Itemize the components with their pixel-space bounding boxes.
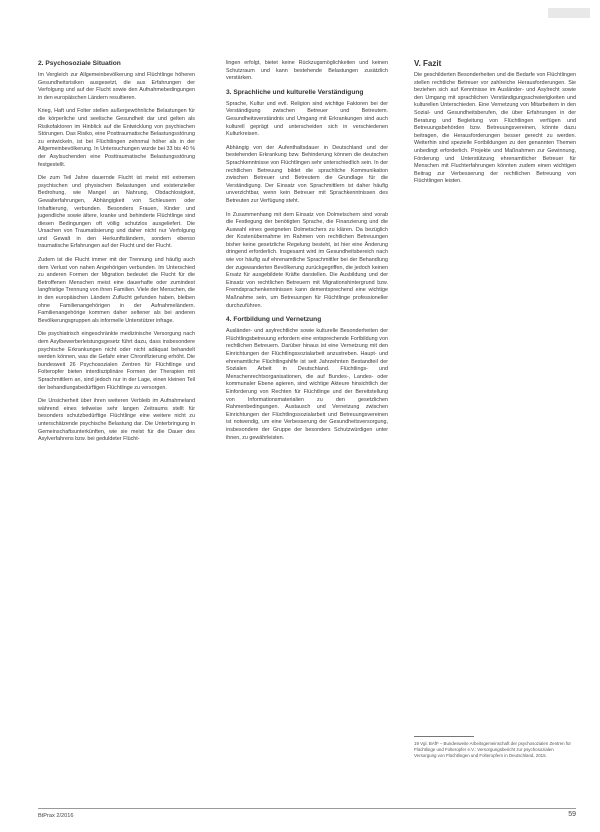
paragraph: Die geschilderten Besonderheiten und die Bedarfe von Flüchtlingen stellen rechtliche Betreuer vor zahlreiche Herausforderungen. Sie beziehen sich auf Kenntnisse im Ausländer- und Asylrecht sowie den Umgang mit sprachlichen Verständigungsschwierigkeiten und kulturellen Unterschieden. Eine Vernetzung von Mitarbeitern in den Sozial- und Gesundheitsberufen, die über Erfahrungen in der Beratung und Begleitung von Flüchtlingen verfügen und Betreuungsbehörden bzw. Betreuungsvereinen, könnte dazu beitragen, die Herausforderungen besser gerecht zu werden. Weiterhin sind spezielle Fortbildungen zu den genannten Themen unbedingt erforderlich. Projekte und Maßnahmen zur Gewinnung, Förderung und Unterstützung ehrenamtlicher Betreuer für Menschen mit Fluchterfahrungen könnten zudem einen wichtigen Beitrag zur Verbesserung der rechtlichen Betreuung von Flüchtlingen leisten. <box>414 72 576 185</box>
column-3 <box>414 60 576 192</box>
paragraph: Die zum Teil Jahre dauernde Flucht ist meist mit extremen psychischen und physischen Belastungen und existenzieller Bedrohung, wie Mangel an Nahrung, Obdachlosigkeit, Gewalterfahrungen, Abhängigkeit von Schleusern oder Inhaftierung, verbunden. Besonders Frauen, Kinder und jugendliche sowie ältere, kranke und behinderte Flüchtlinge sind diesen Bedingungen oft völlig schutzlos ausgeliefert. Die Ursachen von Traumatisierung und daher nicht nur Verfolgung und Gewalt in den Herkunftsländern, sondern ebenso traumatische Erfahrungen auf der Flucht und der Flucht. <box>38 175 195 250</box>
paragraph: Sprache, Kultur und evtl. Religion sind wichtige Faktoren bei der Verständigung zwischen Betreuer und Betreutem. Gesundheitsverständnis und Umgang mit Erkrankungen sind auch kulturell geprägt und unterscheiden sich in verschiedenen Kulturkreisen. <box>226 100 388 138</box>
journal-issue: BtPrax 2/2016 <box>38 813 74 819</box>
page-number: 59 <box>568 811 576 818</box>
footnote: 19 Vgl. BAfF – Bundesweite Arbeitsgemeinschaft der psychosozialen Zentren für Flüchtlinge und Folteropfer e.V.: Versorgungsbericht zur psychosozialen Versorgung von Flüchtlingen und Folteropfern in Deutschland, 2015. <box>414 741 571 758</box>
paragraph: Zudem ist die Flucht immer mit der Trennung und häufig auch dem Verlust von nahen Angehörigen verbunden. Im Unterschied zu anderen Formen der Migration bedeutet die Flucht für die Betroffenen Menschen meist eine dauerhafte oder zumindest langfristige Trennung von ihren Familien. Viele der Menschen, die in den europäischen Ländern Zuflucht gefunden haben, bleiben ohne Familienangehörigen in der Aufnahmeländern. Familienangehörige kommen daher seltener als bei anderen Bevölkerungsgruppen als informelle Unterstützer infrage. <box>38 257 195 324</box>
paragraph: Im Vergleich zur Allgemeinbevölkerung sind Flüchtlinge höheren Gesundheitsrisiken ausgesetzt, die aus Erfahrungen der Verfolgung und auf der Flucht sowie den Aufnahmebedingungen in den europäischen Ländern resultieren. <box>38 72 195 101</box>
column-1 <box>38 60 195 450</box>
section-heading-fazit: V. Fazit <box>414 59 442 68</box>
section-heading-4: 4. Fortbildung und Vernetzung <box>226 316 322 324</box>
paragraph: Ausländer- und asylrechtliche sowie kulturelle Besonderheiten der Flüchtlingsbetreuung erfordern eine entsprechende Fortbildung von rechtlichen Betreuern. Darüber hinaus ist eine Vernetzung mit den Einrichtungen der Flüchtlingssozialarbeit anzustreben. Haupt- und ehrenamtliche Flüchtlingshilfe ist seit Jahrzehnten Bestandteil der Sozialen Arbeit in Deutschland. Flüchtlings- und Menschenrechtsorganisationen, die auf Bundes-, Landes- oder kommunaler Ebene agieren, sind wichtige Akteure hinsichtlich der Einforderung von Rechten für Flüchtlinge und der Bereitstellung von Informationsmaterialien zu den gesetzlichen Rahmenbedingungen. Austausch und Vernetzung zwischen Einrichtungen der Flüchtlingssozialarbeit und Betreuungsvereinen ist notwendig, um eine Verbesserung der Gesundheitsversorgung, insbesondere der Gruppe der besonders Schutzwürdigen unter ihnen, zu gewährleisten. <box>226 328 388 441</box>
section-heading-3: 3. Sprachliche und kulturelle Verständigung <box>226 88 364 96</box>
paragraph: Die psychiatrisch eingeschränkte medizinische Versorgung nach dem Asylbewerberleistungsgesetz führt dazu, dass insbesondere psychische Erkrankungen nicht oder nicht adäquat behandelt werden können, was die Gefahr einer Chronifizierung erhöht. Die bundesweit 26 Psychosozialen Zentren für Flüchtlinge und Folteropfer bieten interdisziplinäre Formen der Therapien mit Sprachmittlern an, sind jedoch nur in der Lage, einen kleinen Teil der behandlungsbedürftigen Flüchtlinge zu versorgen. <box>38 331 195 391</box>
footer-divider <box>38 808 576 809</box>
column-2 <box>226 60 388 448</box>
section-heading-2: 2. Psychosoziale Situation <box>38 60 121 67</box>
paragraph: Die Unsicherheit über ihren weiteren Verbleib im Aufnahmeland während eines teilweise sehr langen Zeitraums stellt für besonders schutzbedürftige Flüchtlinge eine weitere nicht zu unterschätzende psychische Belastung dar. Die Unterbringung in Gemeinschaftsunterkünften, wie sie meist für die Dauer des Asylverfahrens bzw. bei geduldeter Flücht- <box>38 398 195 443</box>
paragraph: Krieg, Haft und Folter stellen außergewöhnliche Belastungen für die körperliche und seelische Gesundheit dar und gelten als Risikofaktoren im Hinblick auf die Entwicklung von psychischen Störungen. Das Risiko, eine Posttraumatische Belastungsstörung zu entwickeln, ist bei Flüchtlingen zehnmal höher als in der Allgemeinbevölkerung. In Untersuchungen wurde bei 33 bis 40 % der Asylsuchenden eine Posttraumatische Belastungsstörung festgestellt. <box>38 108 195 168</box>
paragraph: Abhängig von der Aufenthaltsdauer in Deutschland und der bestehenden Erkrankung bzw. Behinderung können die deutschen Sprachkenntnisse von Flüchtlingen sehr unterschiedlich sein. In der rechtlichen Betreuung bildet die sprachliche Kommunikation zwischen Betreuer und Betreutem die Grundlage für die Verständigung. Der Einsatz von Sprachmittlern ist daher häufig unverzichtbar, wenn kein Betreuer mit Sprachkenntnissen des Betreuten zur Verfügung steht. <box>226 144 388 204</box>
header-tag <box>548 8 590 18</box>
paragraph: In Zusammenhang mit dem Einsatz von Dolmetschern sind vorab die Festlegung der benötigten Sprache, die Finanzierung und die Auswahl eines geeigneten Dolmetschers zu klären. Da bezüglich der Kostenübernahme im Rahmen von rechtlichen Betreuungen bisher keine gesetzliche Regelung besteht, ist hier eine Änderung dringend erforderlich. Insgesamt wird im Gesundheitsbereich nach wie vor häufig auf ehrenamtliche Sprachmittler bei der Behandlung der zugewanderten Bevölkerung zurückgegriffen, die jedoch keinen Ersatz für ausgebildete Kräfte darstellen. Die Ausbildung und der Einsatz von rechtlichen Betreuern mit Migrationshintergrund bzw. Fremdsprachenkenntnissen kann dementsprechend eine wichtige Maßnahme sein, um Betreuungen für Flüchtlinge professioneller durchzuführen. <box>226 211 388 309</box>
paragraph: lingen erfolgt, bietet keine Rückzugsmöglichkeiten und keinen Schutzraum und kann bestehende Belastungen zusätzlich verstärken. <box>226 60 388 82</box>
footnote-rule <box>414 736 474 737</box>
